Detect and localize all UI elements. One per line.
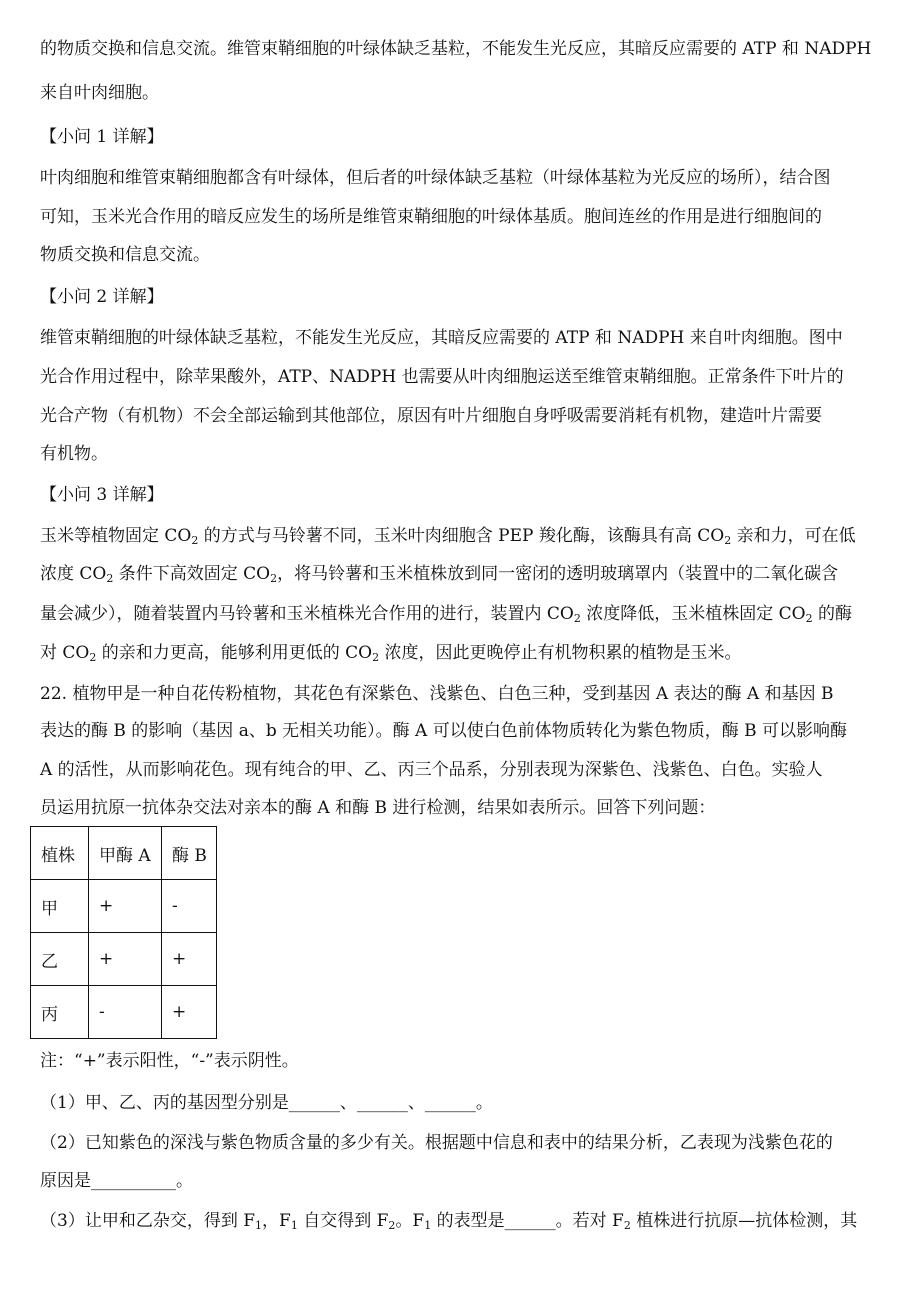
table-row xyxy=(31,986,217,1039)
table-row xyxy=(31,880,217,933)
subscript: 2 xyxy=(270,572,278,585)
table-header-row xyxy=(31,827,217,880)
line-1: 的物质交换和信息交流。维管束鞘细胞的叶绿体缺乏基粒，不能发生光反应，其暗反应需要的 ATP 和 NADPH xyxy=(40,39,872,59)
line-9: 光合作用过程中，除苹果酸外，ATP、NADPH 也需要从叶肉细胞运送至维管束鞘细胞。正常条件下叶片的 xyxy=(40,367,844,387)
table-cell: - xyxy=(162,880,217,933)
text-run: 的亲和力更高，能够利用更低的 CO xyxy=(96,643,373,663)
subscript: 2 xyxy=(388,1219,396,1232)
text-run: 条件下高效固定 CO xyxy=(113,564,271,584)
text-run: 浓度，因此更晚停止有机物积累的植物是玉米。 xyxy=(379,643,742,663)
line-10: 光合产物（有机物）不会全部运输到其他部位，原因有叶片细胞自身呼吸需要消耗有机物，建造叶片需要 xyxy=(40,406,822,426)
table-note: 注：“+”表示阳性，“-”表示阴性。 xyxy=(40,1051,299,1071)
question-1: （1）甲、乙、丙的基因型分别是______、______、______。 xyxy=(40,1093,493,1113)
line-6: 物质交换和信息交流。 xyxy=(40,245,210,265)
text-run: 对 CO xyxy=(40,643,90,663)
q3-line-4 xyxy=(40,642,870,664)
table-cell: + xyxy=(89,880,162,933)
subscript: 2 xyxy=(372,651,380,664)
table-cell: 甲 xyxy=(31,880,89,933)
table-cell: - xyxy=(89,986,162,1039)
subscript: 2 xyxy=(623,1219,631,1232)
enzyme-table xyxy=(30,826,217,1039)
question-22-line-2: 表达的酶 B 的影响（基因 a、b 无相关功能）。酶 A 可以使白色前体物质转化为紫色物质，酶 B 可以影响酶 xyxy=(40,721,848,741)
table-cell: + xyxy=(162,933,217,986)
subquestion-3-header: 【小问 3 详解】 xyxy=(40,485,164,505)
q3-line-3 xyxy=(40,603,870,625)
text-run: 的方式与马铃薯不同，玉米叶肉细胞含 PEP 羧化酶，该酶具有高 CO xyxy=(198,526,725,546)
subscript: 2 xyxy=(191,534,199,547)
subscript: 2 xyxy=(573,612,581,625)
text-run: 自交得到 F xyxy=(297,1211,389,1231)
table-row xyxy=(31,933,217,986)
text-run: 亲和力，可在低 xyxy=(731,526,856,546)
text-run: 植株进行抗原—抗体检测，其 xyxy=(630,1211,858,1231)
text-run: 的酶 xyxy=(812,604,853,624)
text-run: 玉米等植物固定 CO xyxy=(40,526,192,546)
subscript: 1 xyxy=(424,1219,432,1232)
subscript: 2 xyxy=(89,651,97,664)
line-11: 有机物。 xyxy=(40,444,108,464)
text-run: 浓度 CO xyxy=(40,564,107,584)
subscript: 2 xyxy=(724,534,732,547)
question-3-line-1 xyxy=(40,1210,870,1232)
table-header-cell: 甲酶 A xyxy=(89,827,162,880)
text-run: （3）让甲和乙杂交，得到 F xyxy=(40,1211,256,1231)
subscript: 2 xyxy=(106,572,114,585)
text-run: 量会减少），随着装置内马铃薯和玉米植株光合作用的进行，装置内 CO xyxy=(40,604,574,624)
table-cell: 丙 xyxy=(31,986,89,1039)
subscript: 2 xyxy=(805,612,813,625)
question-22-line-1: 22. 植物甲是一种自花传粉植物，其花色有深紫色、浅紫色、白色三种，受到基因 A 表达的酶 A 和基因 B xyxy=(40,684,834,704)
question-2-line-2: 原因是__________。 xyxy=(40,1171,193,1191)
question-22-line-4: 员运用抗原一抗体杂交法对亲本的酶 A 和酶 B 进行检测，结果如表所示。回答下列问题： xyxy=(40,798,716,818)
table-cell: + xyxy=(89,933,162,986)
line-5: 可知，玉米光合作用的暗反应发生的场所是维管束鞘细胞的叶绿体基质。胞间连丝的作用是进行细胞间的 xyxy=(40,207,822,227)
text-run: ，F xyxy=(262,1211,291,1231)
text-run: ，将马铃薯和玉米植株放到同一密闭的透明玻璃罩内（装置中的二氧化碳含 xyxy=(277,564,839,584)
line-2: 来自叶肉细胞。 xyxy=(40,83,159,103)
question-22-line-3: A 的活性，从而影响花色。现有纯合的甲、乙、丙三个品系，分别表现为深紫色、浅紫色、白色。实验人 xyxy=(40,760,823,780)
text-run: 的表型是______。若对 F xyxy=(431,1211,624,1231)
q3-line-1 xyxy=(40,525,870,547)
table-header-cell: 植株 xyxy=(31,827,89,880)
text-run: 。F xyxy=(395,1211,425,1231)
subquestion-2-header: 【小问 2 详解】 xyxy=(40,287,164,307)
table-cell: + xyxy=(162,986,217,1039)
question-2-line-1: （2）已知紫色的深浅与紫色物质含量的多少有关。根据题中信息和表中的结果分析，乙表现为浅紫色花的 xyxy=(40,1133,833,1153)
text-run: 浓度降低，玉米植株固定 CO xyxy=(580,604,806,624)
subscript: 1 xyxy=(290,1219,298,1232)
subscript: 1 xyxy=(255,1219,263,1232)
q3-line-2 xyxy=(40,563,870,585)
table-cell: 乙 xyxy=(31,933,89,986)
line-4: 叶肉细胞和维管束鞘细胞都含有叶绿体，但后者的叶绿体缺乏基粒（叶绿体基粒为光反应的场所），结合图 xyxy=(40,168,831,188)
subquestion-1-header: 【小问 1 详解】 xyxy=(40,127,164,147)
line-8: 维管束鞘细胞的叶绿体缺乏基粒，不能发生光反应，其暗反应需要的 ATP 和 NADPH 来自叶肉细胞。图中 xyxy=(40,328,843,348)
table-header-cell: 酶 B xyxy=(162,827,217,880)
